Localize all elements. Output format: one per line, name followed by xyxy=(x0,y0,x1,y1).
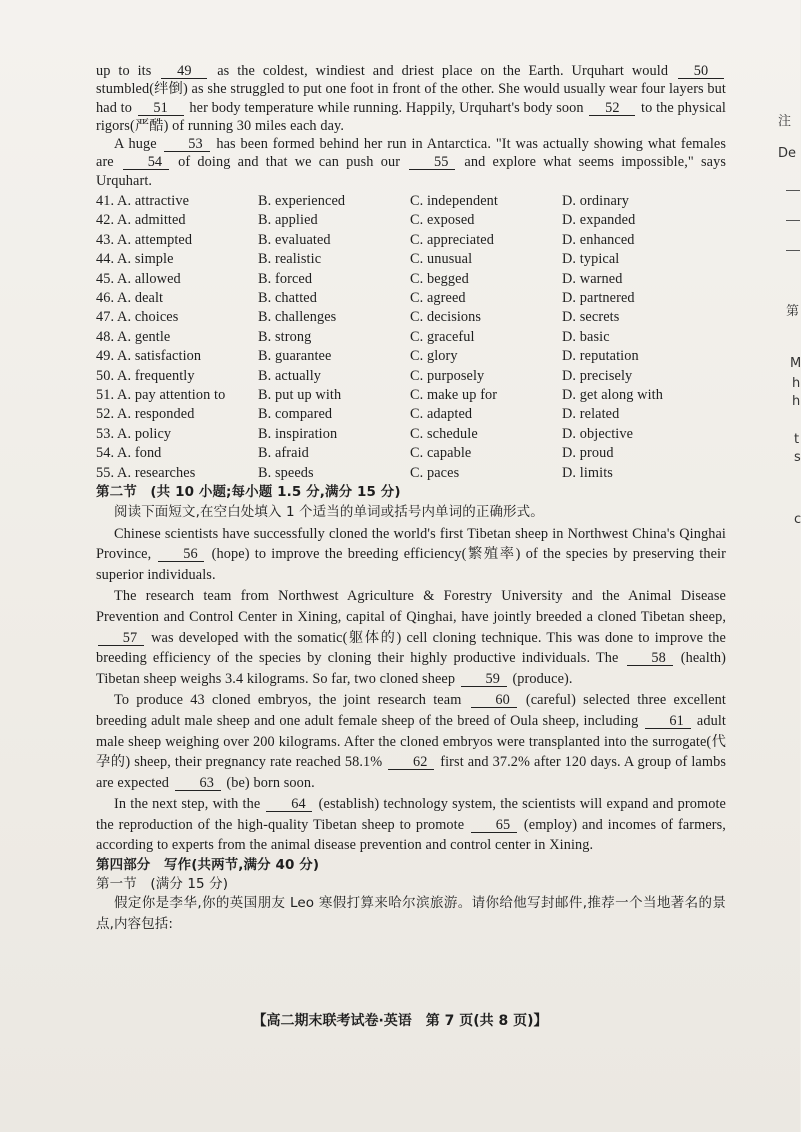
options-table xyxy=(96,192,726,483)
option-choice[interactable]: B. guarantee xyxy=(258,348,332,365)
edge-line xyxy=(786,250,800,251)
option-choice[interactable]: D. basic xyxy=(562,328,610,345)
option-choice[interactable]: C. capable xyxy=(410,445,472,462)
option-choice[interactable]: B. actually xyxy=(258,367,322,384)
edge-fragment: 注 xyxy=(778,114,792,129)
option-choice[interactable]: C. glory xyxy=(410,348,458,365)
option-choice[interactable]: 48. A. gentle xyxy=(96,328,171,345)
option-row xyxy=(96,250,726,269)
option-choice[interactable]: D. limits xyxy=(562,464,613,481)
option-choice[interactable]: D. objective xyxy=(562,425,634,442)
part-heading: 第四部分 写作(共两节,满分 40 分) xyxy=(96,857,320,874)
option-choice[interactable]: C. exposed xyxy=(410,212,475,229)
option-row xyxy=(96,464,726,483)
option-choice[interactable]: C. independent xyxy=(410,193,498,210)
passage-paragraph: Chinese scientists have successfully cloned the world's first Tibetan sheep in Northwest China's Qinghai Province, 56 (hope) to improve the breeding efficiency(繁殖率) of the species by preserving their superior individuals. xyxy=(96,525,726,584)
option-choice[interactable]: D. secrets xyxy=(562,309,620,326)
passage-paragraph: A huge 53 has been formed behind her run in Antarctica. "It was actually showing what females are 54 of doing and that we can push our 55 and explore what seems impossible," says Urquhart. xyxy=(96,136,726,189)
blank[interactable]: 50 xyxy=(678,64,724,79)
option-choice[interactable]: C. begged xyxy=(410,270,469,287)
blank[interactable]: 64 xyxy=(266,797,312,812)
option-row xyxy=(96,444,726,463)
option-row xyxy=(96,347,726,366)
option-row xyxy=(96,270,726,289)
option-choice[interactable]: B. afraid xyxy=(258,445,309,462)
option-row xyxy=(96,211,726,230)
option-row xyxy=(96,328,726,347)
option-choice[interactable]: D. typical xyxy=(562,251,620,268)
option-choice[interactable]: C. paces xyxy=(410,464,460,481)
option-choice[interactable]: C. appreciated xyxy=(410,231,494,248)
blank[interactable]: 62 xyxy=(388,755,434,770)
blank[interactable]: 56 xyxy=(158,547,204,562)
option-choice[interactable]: 45. A. allowed xyxy=(96,270,181,287)
option-row xyxy=(96,308,726,327)
option-choice[interactable]: D. ordinary xyxy=(562,193,630,210)
passage-paragraph: The research team from Northwest Agriculture & Forestry University and the Animal Disease Prevention and Control Center in Xining, capital of Qinghai, have jointly breeded a cloned Tibetan sheep, 57 was developed with the somatic(躯体的) cell cloning technique. This was done to improve the breeding efficiency of the species by cloning their highly productive individuals. The 58 (health) Tibetan sheep weighs 3.4 kilograms. So far, two cloned sheep 59 (produce). xyxy=(96,587,726,688)
edge-fragment: t xyxy=(794,432,800,447)
section-heading: 第一节 (满分 15 分) xyxy=(96,875,229,892)
option-row xyxy=(96,405,726,424)
option-choice[interactable]: B. strong xyxy=(258,328,312,345)
option-choice[interactable]: C. decisions xyxy=(410,309,482,326)
option-choice[interactable]: D. warned xyxy=(562,270,623,287)
option-choice[interactable]: 49. A. satisfaction xyxy=(96,348,202,365)
blank[interactable]: 51 xyxy=(138,101,184,116)
page-footer: 【高二期末联考试卷·英语 第 7 页(共 8 页)】 xyxy=(252,1013,548,1029)
blank[interactable]: 54 xyxy=(123,155,169,170)
option-choice[interactable]: D. partnered xyxy=(562,290,635,307)
option-choice[interactable]: D. precisely xyxy=(562,367,633,384)
option-choice[interactable]: B. compared xyxy=(258,406,333,423)
option-choice[interactable]: 52. A. responded xyxy=(96,406,195,423)
edge-fragment: 第 xyxy=(786,304,800,319)
edge-fragment: De xyxy=(778,146,797,161)
option-row xyxy=(96,386,726,405)
option-choice[interactable]: B. evaluated xyxy=(258,231,331,248)
option-choice[interactable]: C. adapted xyxy=(410,406,473,423)
option-choice[interactable]: C. graceful xyxy=(410,328,475,345)
option-choice[interactable]: 43. A. attempted xyxy=(96,231,193,248)
edge-fragment: s xyxy=(794,450,801,465)
option-row xyxy=(96,425,726,444)
option-choice[interactable]: 54. A. fond xyxy=(96,445,162,462)
edge-line xyxy=(786,220,800,221)
option-choice[interactable]: D. proud xyxy=(562,445,614,462)
blank[interactable]: 49 xyxy=(161,64,207,79)
option-row xyxy=(96,192,726,211)
option-choice[interactable]: 41. A. attractive xyxy=(96,193,190,210)
option-choice[interactable]: 46. A. dealt xyxy=(96,290,164,307)
option-choice[interactable]: B. put up with xyxy=(258,386,342,403)
option-choice[interactable]: C. purposely xyxy=(410,367,485,384)
section-heading: 第二节 (共 10 小题;每小题 1.5 分,满分 15 分) xyxy=(96,483,401,500)
option-choice[interactable]: C. agreed xyxy=(410,290,466,307)
blank[interactable]: 55 xyxy=(409,155,455,170)
option-choice[interactable]: 50. A. frequently xyxy=(96,367,195,384)
option-choice[interactable]: 55. A. researches xyxy=(96,464,196,481)
blank[interactable]: 53 xyxy=(164,137,210,152)
edge-fragment: c xyxy=(794,512,801,527)
option-choice[interactable]: B. realistic xyxy=(258,251,322,268)
option-row xyxy=(96,367,726,386)
option-choice[interactable]: B. speeds xyxy=(258,464,314,481)
option-choice[interactable]: 53. A. policy xyxy=(96,425,172,442)
edge-fragment: h xyxy=(792,394,801,409)
edge-fragment: M xyxy=(790,356,801,371)
page-content xyxy=(96,62,726,935)
option-choice[interactable]: B. inspiration xyxy=(258,425,338,442)
option-choice[interactable]: B. forced xyxy=(258,270,313,287)
option-choice[interactable]: C. make up for xyxy=(410,386,498,403)
edge-line xyxy=(786,190,800,191)
option-choice[interactable]: 42. A. admitted xyxy=(96,212,186,229)
option-choice[interactable]: D. related xyxy=(562,406,620,423)
blank[interactable]: 60 xyxy=(471,693,517,708)
option-choice[interactable]: 44. A. simple xyxy=(96,251,174,268)
writing-prompt: 假定你是李华,你的英国朋友 Leo 寒假打算来哈尔滨旅游。请你给他写封邮件,推荐一个当地著名的景点,内容包括: xyxy=(96,894,726,932)
blank[interactable]: 52 xyxy=(589,101,635,116)
blank[interactable]: 57 xyxy=(98,631,144,646)
instructions: 阅读下面短文,在空白处填入 1 个适当的单词或括号内单词的正确形式。 xyxy=(114,504,544,521)
blank[interactable]: 58 xyxy=(627,651,673,666)
option-choice[interactable]: 47. A. choices xyxy=(96,309,179,326)
blank[interactable]: 59 xyxy=(461,672,507,687)
option-choice[interactable]: B. experienced xyxy=(258,193,346,210)
option-choice[interactable]: C. schedule xyxy=(410,425,478,442)
option-choice[interactable]: D. get along with xyxy=(562,386,663,403)
option-choice[interactable]: D. reputation xyxy=(562,348,639,365)
option-choice[interactable]: B. applied xyxy=(258,212,318,229)
option-row xyxy=(96,289,726,308)
passage-paragraph: In the next step, with the 64 (establish) technology system, the scientists will expand and promote the reproduction of the high-quality Tibetan sheep to promote 65 (employ) and incomes of farmers, according to experts from the animal disease prevention and control center in Xining. xyxy=(96,795,726,854)
passage-paragraph: up to its 49 as the coldest, windiest and driest place on the Earth. Urquhart would 50 stumbled(绊倒) as she struggled to put one foot in front of the other. She would usually wear four layers but had to 51 her body temperature while running. Happily, Urquhart's body soon 52 to the physical rigors(严酷) of running 30 miles each day. xyxy=(96,63,726,134)
option-choice[interactable]: B. chatted xyxy=(258,290,317,307)
option-choice[interactable]: B. challenges xyxy=(258,309,337,326)
option-choice[interactable]: D. expanded xyxy=(562,212,636,229)
blank[interactable]: 65 xyxy=(471,818,517,833)
passage-paragraph: To produce 43 cloned embryos, the joint research team 60 (careful) selected three excellent breeding adult male sheep and one adult female sheep of the breed of Oula sheep, including 61 adult male sheep weighing over 200 kilograms. After the cloned embryos were transplanted into the surrogate(代孕的) sheep, their pregnancy rate reached 58.1% 62 first and 37.2% after 120 days. A group of lambs are expected 63 (be) born soon. xyxy=(96,691,727,792)
option-choice[interactable]: D. enhanced xyxy=(562,231,635,248)
edge-fragment: h xyxy=(792,376,801,391)
option-choice[interactable]: C. unusual xyxy=(410,251,473,268)
option-row xyxy=(96,231,726,250)
blank[interactable]: 61 xyxy=(645,714,691,729)
option-choice[interactable]: 51. A. pay attention to xyxy=(96,386,226,403)
blank[interactable]: 63 xyxy=(175,776,221,791)
